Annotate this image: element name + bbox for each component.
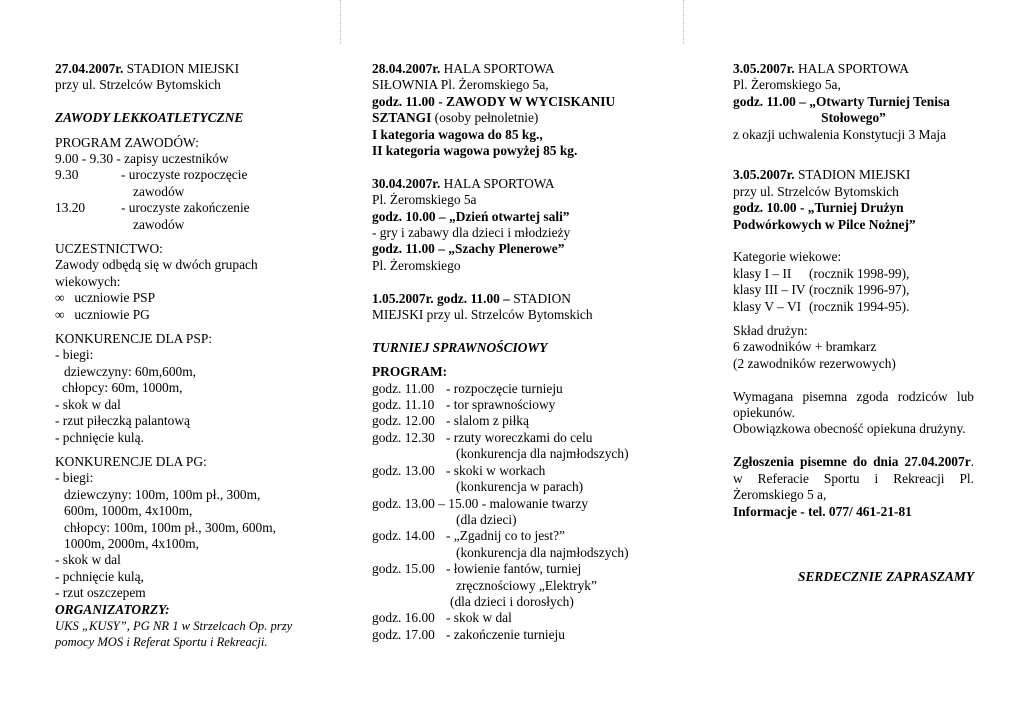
schedule-item: godz. 14.00 - „Zgadnij co to jest?” xyxy=(372,528,565,544)
schedule-item: godz. 11.00 - rozpoczęcie turnieju xyxy=(372,380,563,396)
psp-title: KONKURENCJE DLA PSP: xyxy=(55,331,212,347)
program-title: PROGRAM ZAWODÓW: xyxy=(55,134,199,150)
event-heading: 28.04.2007r. HALA SPORTOWA xyxy=(372,61,555,76)
schedule-item: godz. 17.00 - zakończenie turnieju xyxy=(372,626,565,642)
invitation: SERDECZNIE ZAPRASZAMY xyxy=(798,569,974,585)
event-title: godz. 11.00 – „Szachy Plenerowe” xyxy=(372,241,565,257)
registration-note: Zgłoszenia pisemne do dnia 27.04.2007r. w Referacie Sportu i Rekreacji Pl. Żeromskiego 5 a, xyxy=(733,454,974,503)
program-item: 9.00 - 9.30 - zapisy uczestników xyxy=(55,151,229,167)
list-item: klasy V – VI (rocznik 1994-95). xyxy=(733,298,910,314)
schedule-item: godz. 16.00 - skok w dal xyxy=(372,610,512,626)
event-heading: 3.05.2007r. HALA SPORTOWA xyxy=(733,61,909,76)
guardian-note: Obowiązkowa obecność opiekuna drużyny. xyxy=(733,421,966,437)
schedule-item: godz. 12.30 - rzuty woreczkami do celu xyxy=(372,429,593,445)
event-title: godz. 10.00 - „Turniej Drużyn xyxy=(733,200,904,216)
participation-title: UCZESTNICTWO: xyxy=(55,241,163,257)
consent-note: Wymagana pisemna zgoda rodziców lub opiekunów. xyxy=(733,388,974,421)
pg-title: KONKURENCJE DLA PG: xyxy=(55,453,207,469)
event-title: godz. 11.00 - ZAWODY W WYCISKANIU xyxy=(372,93,616,109)
program-item: 13.20 - uroczyste zakończenie xyxy=(55,200,250,216)
fold-line xyxy=(340,0,341,44)
schedule-list: godz. 11.00 - rozpoczęcie turnieju godz. 11.10 - tor sprawnościowy godz. 12.00 - slalom z piłką godz. 12.30 - rzuty woreczkami do celu (konkurencja dla najmłodszych) godz. 13.00 - skoki w workach (konkurencja w parach) godz. 13.00 – 15.00 - malowanie twarzy (dla dzieci) godz. 14.00 - „Zgadnij co to jest?” (konkurencja dla najmłodszych) godz. 15.00 - łowienie fantów, turniej zręcznościowy „Elektryk” (dla dzieci i dorosłych) godz. 16.00 - skok w dal godz. 17.00 - zakończenie turnieju xyxy=(372,381,672,644)
organizers-title: ORGANIZATORZY: xyxy=(55,601,170,617)
schedule-item: godz. 13.00 - skoki w workach xyxy=(372,462,546,478)
event-heading: 30.04.2007r. HALA SPORTOWA xyxy=(372,175,555,191)
organizers-text: pomocy MOS i Referat Sportu i Rekreacji. xyxy=(55,635,268,650)
schedule-item: godz. 15.00 - łowienie fantów, turniej xyxy=(372,561,582,577)
event-heading: 3.05.2007r. STADION MIEJSKI xyxy=(733,167,911,183)
list-item: klasy III – IV (rocznik 1996-97), xyxy=(733,282,910,298)
team-title: Skład drużyn: xyxy=(733,323,808,339)
program-title: PROGRAM: xyxy=(372,364,448,380)
event-title: ZAWODY LEKKOATLETYCZNE xyxy=(55,110,244,126)
age-title: Kategorie wiekowe: xyxy=(733,249,842,265)
organizers-text: UKS „KUSY”, PG NR 1 w Strzelcach Op. przy xyxy=(55,618,293,633)
schedule-item: godz. 12.00 - slalom z piłką xyxy=(372,413,529,429)
column-athletics: 27.04.2007r. STADION MIEJSKI przy ul. Strzelców Bytomskich ZAWODY LEKKOATLETYCZNE PROGRAM ZAWODÓW: 9.00 - 9.30 - zapisy uczestników 9.30 - uroczyste rozpoczęcie zawodów 13.20 - uroczyste zakończenie zawodów UCZESTNICTWO: Zawody odbędą się w dwóch grupach wiekowych: ∞ uczniowie PSP ∞ uczniowie PG KONKURENCJE DLA PSP: - biegi: dziewczyny: 60m,600m, chłopcy: 60m, 1000m, - skok w dal - rzut piłeczką palantową - pchnięcie kulą. KONKURENCJE DLA PG: - biegi: dziewczyny: 100m, 100m pł., 300m, 600m, 1000m, 4x100m, chłopcy: 100m, 100m pł., 300m, 600m, 1000m, 2000m, 4x100m, - skok w dal - pchnięcie kulą, - rzut oszczepem ORGANIZATORZY: UKS „KUSY”, PG NR 1 w Strzelcach Op. przy pomocy MOS i Referat Sportu i Rekreacji. xyxy=(55,61,325,651)
list-item: ∞ uczniowie PG xyxy=(55,306,150,322)
event-heading: 27.04.2007r. STADION MIEJSKI xyxy=(55,61,240,76)
event-title: godz. 11.00 – „Otwarty Turniej Tenisa xyxy=(733,93,950,109)
schedule-item: godz. 11.10 - tor sprawnościowy xyxy=(372,397,556,413)
fold-line xyxy=(683,0,684,44)
column-hall-events: 28.04.2007r. HALA SPORTOWA SIŁOWNIA Pl. Żeromskiego 5a, godz. 11.00 - ZAWODY W WYCISKANIU SZTANGI (osoby pełnoletnie) I kategoria wagowa do 85 kg., II kategoria wagowa powyżej 85 kg. 30.04.2007r. HALA SPORTOWA Pl. Żeromskiego 5a godz. 10.00 – „Dzień otwartej sali” - gry i zabawy dla dzieci i młodzieży godz. 11.00 – „Szachy Plenerowe” Pl. Żeromskiego 1.05.2007r. godz. 11.00 – STADION MIEJSKI przy ul. Strzelców Bytomskich TURNIEJ SPRAWNOŚCIOWY PROGRAM: godz. 11.00 - rozpoczęcie turnieju godz. 11.10 - tor sprawnościowy godz. 12.00 - slalom z piłką godz. 12.30 - rzuty woreczkami do celu (konkurencja dla najmłodszych) godz. 13.00 - skoki w workach (konkurencja w parach) godz. 13.00 – 15.00 - malowanie twarzy (dla dzieci) godz. 14.00 - „Zgadnij co to jest?” (konkurencja dla najmłodszych) godz. 15.00 - łowienie fantów, turniej zręcznościowy „Elektryk” (dla dzieci i dorosłych) godz. 16.00 - skok w dal godz. 17.00 - zakończenie turnieju xyxy=(372,61,672,643)
infinity-bullet-icon: ∞ xyxy=(55,290,65,306)
info-phone: Informacje - tel. 077/ 461-21-81 xyxy=(733,503,912,519)
program-item: 9.30 - uroczyste rozpoczęcie xyxy=(55,167,248,183)
event-title: godz. 10.00 – „Dzień otwartej sali” xyxy=(372,208,570,224)
list-item: ∞ uczniowie PSP xyxy=(55,290,156,306)
event-heading: 1.05.2007r. godz. 11.00 – STADION xyxy=(372,290,571,306)
event-address: przy ul. Strzelców Bytomskich xyxy=(55,77,221,93)
infinity-bullet-icon: ∞ xyxy=(55,306,65,322)
list-item: klasy I – II (rocznik 1998-99), xyxy=(733,265,910,281)
event-title: TURNIEJ SPRAWNOŚCIOWY xyxy=(372,339,548,355)
age-list xyxy=(733,266,974,315)
column-may-events: 3.05.2007r. HALA SPORTOWA Pl. Żeromskiego 5a, godz. 11.00 – „Otwarty Turniej Tenisa Stołowego” z okazji uchwalenia Konstytucji 3 Maja 3.05.2007r. STADION MIEJSKI przy ul. Strzelców Bytomskich godz. 10.00 - „Turniej Drużyn Podwórkowych w Pilce Nożnej” Kategorie wiekowe: klasy I – II (rocznik 1998-99), klasy III – IV (rocznik 1996-97), klasy V – VI (rocznik 1994-95). Skład drużyn: 6 zawodników + bramkarz (2 zawodników rezerwowych) Wymagana pisemna zgoda rodziców lub opiekunów. Obowiązkowa obecność opiekuna drużyny. Zgłoszenia pisemne do dnia 27.04.2007r. w Referacie Sportu i Rekreacji Pl. Żeromskiego 5 a, Informacje - tel. 077/ 461-21-81 SERDECZNIE ZAPRASZAMY xyxy=(733,61,974,585)
schedule-item: godz. 13.00 – 15.00 - malowanie twarzy xyxy=(372,495,589,511)
